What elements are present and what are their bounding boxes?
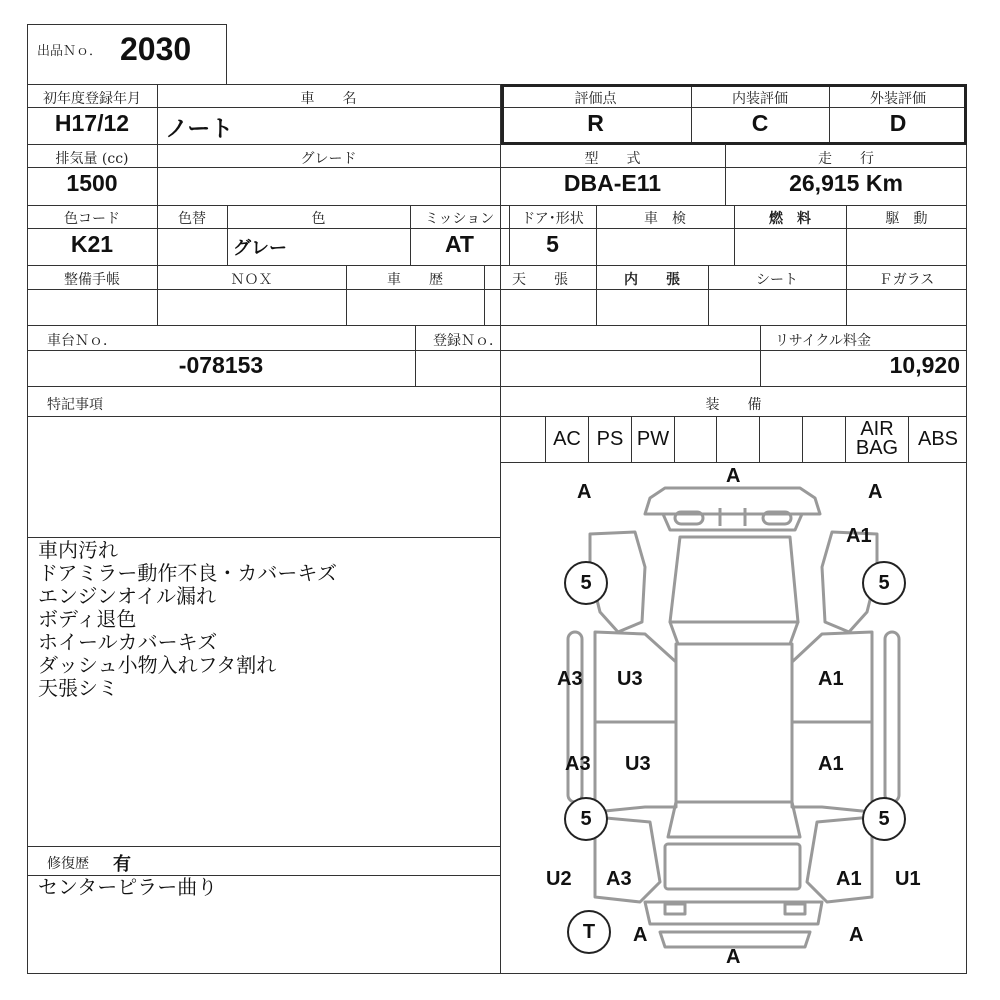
color-change-label: 色替 bbox=[178, 211, 206, 227]
remarks-label: 特記事項 bbox=[47, 397, 103, 413]
mark-right-fender: A1 bbox=[846, 525, 872, 547]
mark-right-quarter: A1 bbox=[836, 868, 862, 890]
recycle-label: リサイクル料金 bbox=[775, 333, 872, 349]
mark-left-rear-sill: U3 bbox=[625, 753, 651, 775]
mark-right-rear-lower: U1 bbox=[895, 868, 921, 890]
equipment-cell: AIR BAG bbox=[845, 416, 908, 462]
first-reg-value: H17/12 bbox=[54, 110, 130, 136]
tire-rear-right: 5 bbox=[862, 797, 906, 841]
mark-rear-right: A bbox=[849, 924, 864, 946]
mark-front-right-corner: A bbox=[868, 481, 883, 503]
drive-label: 駆 動 bbox=[885, 211, 928, 227]
maintenance-label: 整備手帳 bbox=[64, 272, 120, 288]
equipment-cell: PW bbox=[631, 416, 674, 462]
mark-rear-left: A bbox=[633, 924, 648, 946]
mark-front-bumper: A bbox=[726, 465, 741, 487]
equipment-cell bbox=[716, 416, 759, 462]
mark-left-quarter: A3 bbox=[606, 868, 632, 890]
remarks-list bbox=[38, 539, 337, 700]
mileage-value: 26,915 Km bbox=[789, 170, 903, 196]
seat-label: シート bbox=[756, 272, 798, 288]
color-value: グレー bbox=[233, 238, 287, 258]
score-value: R bbox=[587, 110, 604, 136]
remark-line: ホイールカバーキズ bbox=[38, 630, 218, 654]
score-label: 評価点 bbox=[574, 91, 617, 107]
equipment-cell bbox=[759, 416, 802, 462]
remark-line: ダッシュ小物入れフタ割れ bbox=[38, 653, 277, 677]
mark-front-left-corner: A bbox=[577, 481, 592, 503]
equipment-cell bbox=[500, 416, 545, 462]
remark-line: ドアミラー動作不良・カバーキズ bbox=[38, 561, 337, 585]
inspection-label: 車 検 bbox=[644, 211, 686, 227]
mark-left-rear-door: A3 bbox=[565, 753, 591, 775]
first-reg-label: 初年度登録年月 bbox=[43, 91, 141, 107]
fuel-label: 燃 料 bbox=[769, 211, 811, 227]
transmission-value: AT bbox=[445, 231, 474, 257]
car-name-value: ノート bbox=[165, 115, 234, 141]
door-value: 5 bbox=[546, 231, 559, 257]
interior-trim-label: 内 張 bbox=[624, 272, 680, 288]
exterior-value: D bbox=[889, 110, 907, 136]
mark-left-front-door: A3 bbox=[557, 668, 583, 690]
repair-value: 有 bbox=[113, 854, 131, 874]
remark-line: 車内汚れ bbox=[38, 538, 118, 562]
model-value: DBA-E11 bbox=[563, 170, 662, 196]
chassis-label: 車台Ｎｏ． bbox=[47, 333, 117, 349]
color-label: 色 bbox=[311, 211, 326, 227]
mark-left-rear-lower: U2 bbox=[546, 868, 572, 890]
mark-left-front-sill: U3 bbox=[617, 668, 643, 690]
recycle-value: 10,920 bbox=[889, 352, 960, 378]
mark-right-front-door: A1 bbox=[818, 668, 844, 690]
displacement-label: 排気量 (cc) bbox=[55, 151, 129, 167]
equipment-cell bbox=[674, 416, 716, 462]
chassis-value: -078153 bbox=[178, 352, 264, 378]
mileage-label: 走 行 bbox=[818, 151, 874, 167]
transmission-label: ミッション bbox=[424, 211, 495, 227]
model-label: 型 式 bbox=[584, 151, 641, 167]
exterior-label: 外装評価 bbox=[870, 91, 926, 107]
interior-label: 内装評価 bbox=[732, 91, 788, 107]
remark-line: 天張シミ bbox=[38, 676, 118, 700]
reg-no-label: 登録Ｎｏ． bbox=[433, 333, 503, 349]
ceiling-label: 天 張 bbox=[512, 272, 568, 288]
car-name-label: 車 名 bbox=[300, 91, 357, 107]
equipment-cell bbox=[802, 416, 845, 462]
color-code-label: 色コード bbox=[64, 211, 120, 227]
mark-rear-bumper: A bbox=[726, 946, 741, 968]
lot-number: 2030 bbox=[120, 31, 192, 67]
repair-label: 修復歴 bbox=[47, 856, 89, 872]
mark-right-rear-door: A1 bbox=[818, 753, 844, 775]
remark-line: エンジンオイル漏れ bbox=[38, 584, 216, 608]
repair-note: センターピラー曲り bbox=[38, 875, 218, 899]
door-label: ドア･形状 bbox=[521, 211, 584, 227]
color-code-value: K21 bbox=[70, 231, 114, 257]
equipment-label: 装 備 bbox=[705, 397, 762, 413]
tire-rear-left: 5 bbox=[564, 797, 608, 841]
grade-label: グレード bbox=[300, 151, 357, 167]
equipment-cell: AC bbox=[545, 416, 588, 462]
lot-label: 出品Ｎｏ． bbox=[37, 44, 103, 59]
tire-spare: T bbox=[567, 910, 611, 954]
interior-value: C bbox=[751, 110, 769, 136]
tire-front-left: 5 bbox=[564, 561, 608, 605]
displacement-value: 1500 bbox=[66, 170, 118, 196]
glass-label: Ｆガラス bbox=[878, 272, 935, 288]
equipment-cell: ABS bbox=[908, 416, 967, 462]
tire-front-right: 5 bbox=[862, 561, 906, 605]
car-diagram bbox=[500, 462, 967, 974]
history-label: 車 歴 bbox=[387, 272, 443, 288]
nox-label: ＮＯＸ bbox=[230, 272, 273, 288]
remark-line: ボディ退色 bbox=[38, 607, 137, 631]
equipment-cell: PS bbox=[588, 416, 631, 462]
